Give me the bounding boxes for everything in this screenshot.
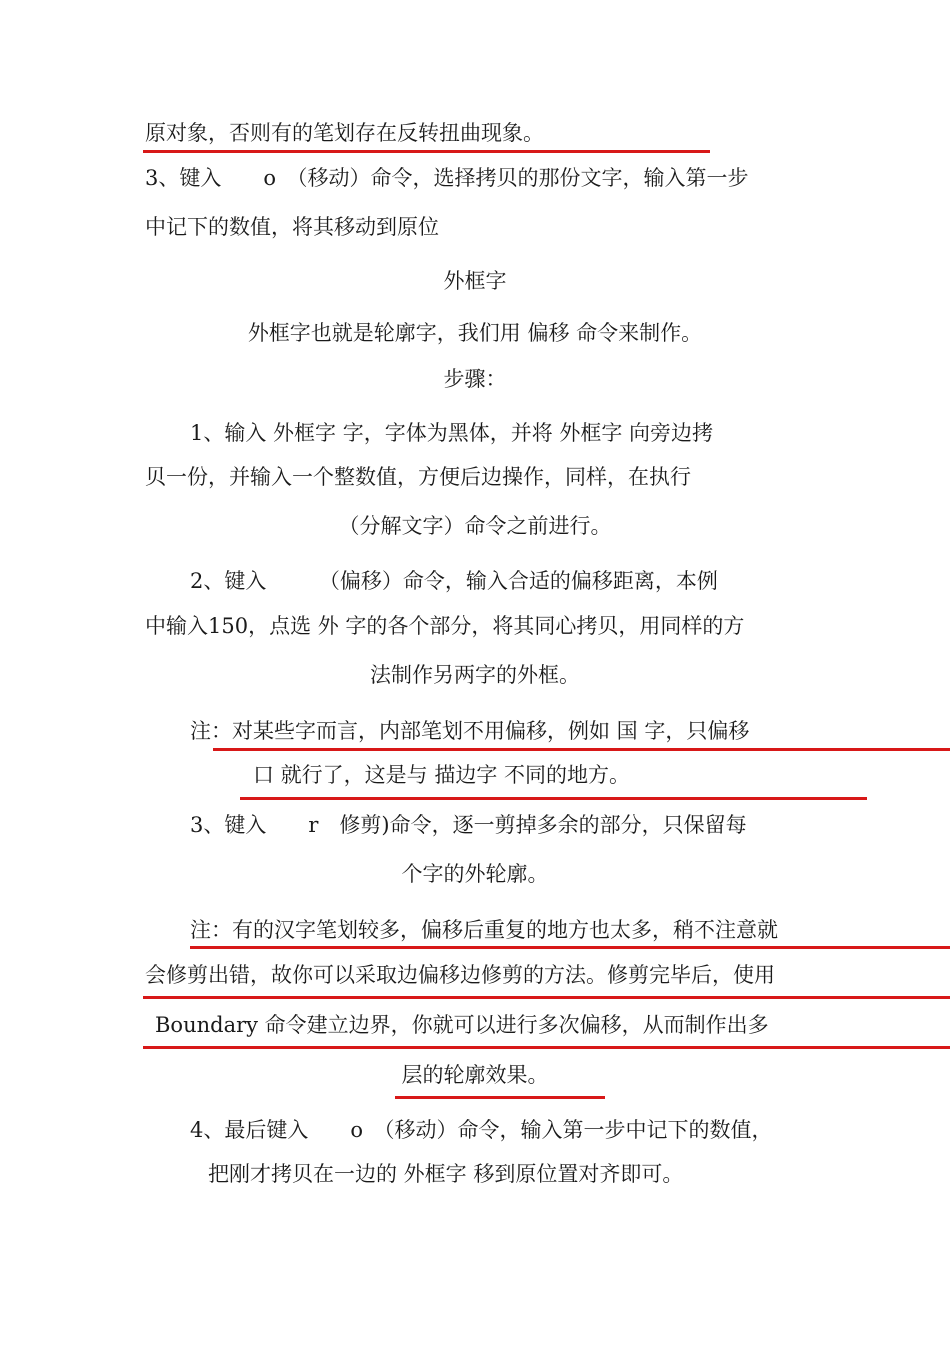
text-line: 贝一份，并输入一个整数值，方便后边操作，同样，在执行 bbox=[145, 465, 691, 489]
red-underline bbox=[395, 1096, 605, 1099]
note-line: 口 就行了，这是与 描边字 不同的地方。 bbox=[253, 763, 631, 787]
note-line: 注：有的汉字笔划较多，偏移后重复的地方也太多，稍不注意就 bbox=[190, 918, 778, 942]
text-line: 外框字也就是轮廓字，我们用 偏移 命令来制作。 bbox=[247, 321, 703, 345]
red-underline bbox=[143, 150, 710, 153]
note-line: 层的轮廓效果。 bbox=[401, 1063, 549, 1087]
text-line: 2、键入 （偏移）命令，输入合适的偏移距离，本例 bbox=[190, 569, 718, 593]
text-line: 个字的外轮廓。 bbox=[401, 862, 549, 886]
red-underline bbox=[190, 946, 950, 949]
text-line: 步骤： bbox=[443, 367, 507, 391]
text-line: 中输入150，点选 外 字的各个部分，将其同心拷贝，用同样的方 bbox=[145, 614, 745, 638]
red-underline bbox=[240, 797, 867, 800]
text-line: 法制作另两字的外框。 bbox=[370, 663, 580, 687]
red-underline bbox=[213, 748, 950, 751]
note-line: Boundary 命令建立边界，你就可以进行多次偏移，从而制作出多 bbox=[155, 1013, 769, 1037]
text-line: （分解文字）命令之前进行。 bbox=[338, 514, 612, 538]
note-line: 会修剪出错，故你可以采取边偏移边修剪的方法。修剪完毕后，使用 bbox=[145, 963, 775, 987]
text-line: 原对象，否则有的笔划存在反转扭曲现象。 bbox=[145, 121, 544, 145]
section-heading: 外框字 bbox=[443, 269, 507, 293]
text-line: 1、输入 外框字 字，字体为黑体，并将 外框字 向旁边拷 bbox=[190, 421, 714, 445]
text-line: 3、键入 o （移动）命令，选择拷贝的那份文字，输入第一步 bbox=[145, 166, 749, 190]
red-underline bbox=[143, 996, 950, 999]
text-line: 中记下的数值，将其移动到原位 bbox=[145, 215, 439, 239]
text-line: 3、键入 r 修剪)命令，逐一剪掉多余的部分，只保留每 bbox=[190, 813, 747, 837]
note-line: 注：对某些字而言，内部笔划不用偏移，例如 国 字，只偏移 bbox=[190, 719, 750, 743]
text-line: 把刚才拷贝在一边的 外框字 移到原位置对齐即可。 bbox=[208, 1162, 684, 1186]
red-underline bbox=[143, 1046, 950, 1049]
text-line: 4、最后键入 o （移动）命令，输入第一步中记下的数值， bbox=[190, 1118, 773, 1142]
